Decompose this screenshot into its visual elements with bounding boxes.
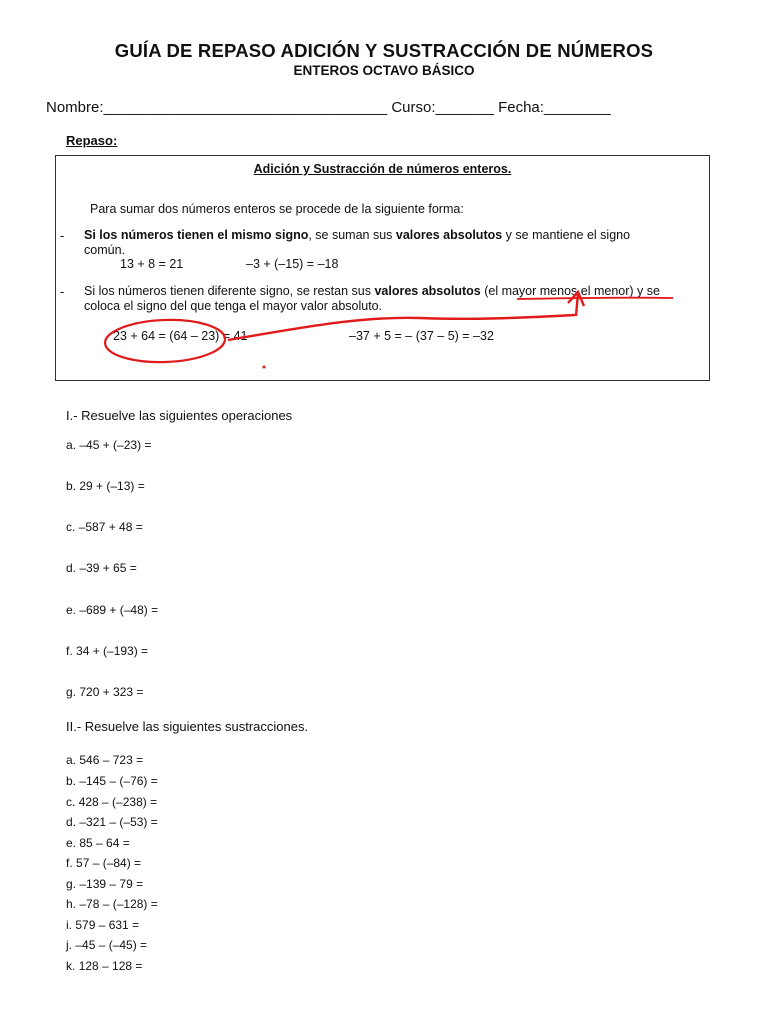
rule1-text1: , se suman sus xyxy=(308,228,396,242)
section2-item-j xyxy=(66,938,147,952)
section2-item-f xyxy=(66,856,141,870)
item-expr: 57 – (–84) = xyxy=(76,856,142,870)
rule2-example2: –37 + 5 = – (37 – 5) = –32 xyxy=(349,329,494,343)
item-expr: 34 + (–193) = xyxy=(76,644,149,658)
item-expr: 579 – 631 = xyxy=(75,918,140,932)
item-label: k. xyxy=(66,959,76,973)
section1-item-c xyxy=(66,520,143,534)
item-label: a. xyxy=(66,753,77,767)
item-expr: –145 – (–76) = xyxy=(79,774,158,788)
item-label: b. xyxy=(66,774,77,788)
item-label: h. xyxy=(66,897,77,911)
section2-item-i xyxy=(66,918,139,932)
item-label: g. xyxy=(66,685,77,699)
rule1-dash: - xyxy=(60,228,65,243)
item-expr: –587 + 48 = xyxy=(78,520,143,534)
rule2-text1: Si los números tienen diferente signo, se restan sus xyxy=(84,284,375,298)
item-expr: –321 – (–53) = xyxy=(79,815,158,829)
section1-item-g xyxy=(66,685,143,699)
section1-item-b xyxy=(66,479,145,493)
item-label: c. xyxy=(66,795,76,809)
item-expr: –45 – (–45) = xyxy=(75,938,148,952)
section1-item-e xyxy=(66,603,158,617)
rule2-dash: - xyxy=(60,284,65,299)
section1-title: I.- Resuelve las siguientes operaciones xyxy=(66,408,293,423)
rule1-bold2: valores absolutos xyxy=(395,228,503,242)
item-expr: 128 – 128 = xyxy=(78,959,143,973)
item-expr: 546 – 723 = xyxy=(79,753,144,767)
item-label: e. xyxy=(66,603,77,617)
page-title: GUÍA DE REPASO ADICIÓN Y SUSTRACCIÓN DE NÚMEROS xyxy=(114,40,654,61)
item-label: i. xyxy=(66,918,72,932)
item-expr: 29 + (–13) = xyxy=(79,479,145,493)
item-expr: 428 – (–238) = xyxy=(78,795,158,809)
section2-item-b xyxy=(66,774,158,788)
rule1-bold1: Si los números tienen el mismo signo xyxy=(84,228,309,242)
item-expr: –45 + (–23) = xyxy=(79,438,152,452)
review-intro: Para sumar dos números enteros se procede de la siguiente forma: xyxy=(90,202,464,216)
review-box xyxy=(55,155,710,381)
item-label: f. xyxy=(66,856,73,870)
section2-item-d xyxy=(66,815,158,829)
item-label: j. xyxy=(66,938,72,952)
section2-title: II.- Resuelve las siguientes sustracciones. xyxy=(66,719,309,734)
rule1-example2: –3 + (–15) = –18 xyxy=(246,257,339,271)
rule1-text2: y se mantiene el signo xyxy=(502,228,631,242)
repaso-label: Repaso: xyxy=(66,133,118,148)
review-box-title: Adición y Sustracción de números enteros. xyxy=(253,162,512,176)
item-expr: –39 + 65 = xyxy=(79,561,137,575)
rule1-line2: común. xyxy=(84,243,125,257)
rule2-line1 xyxy=(84,284,660,298)
rule2-line2: coloca el signo del que tenga el mayor valor absoluto. xyxy=(84,299,383,313)
item-label: f. xyxy=(66,644,73,658)
rule1-example1: 13 + 8 = 21 xyxy=(120,257,184,271)
rule2-bold1: valores absolutos xyxy=(374,284,481,298)
section2-item-e xyxy=(66,836,130,850)
item-expr: 720 + 323 = xyxy=(79,685,144,699)
item-expr: 85 – 64 = xyxy=(79,836,130,850)
page-subtitle: ENTEROS OCTAVO BÁSICO xyxy=(293,63,475,78)
section2-item-k xyxy=(66,959,142,973)
item-expr: –78 – (–128) = xyxy=(79,897,158,911)
item-label: c. xyxy=(66,520,76,534)
item-label: d. xyxy=(66,561,77,575)
item-label: e. xyxy=(66,836,77,850)
rule2-example1: 23 + 64 = (64 – 23) = 41 xyxy=(113,329,248,343)
item-label: b. xyxy=(66,479,77,493)
item-label: a. xyxy=(66,438,77,452)
student-form-line: Nombre:__________________________________ Curso:_______ Fecha:________ xyxy=(46,99,611,116)
item-label: g. xyxy=(66,877,77,891)
section1-item-a xyxy=(66,438,151,452)
section2-item-g xyxy=(66,877,143,891)
item-label: d. xyxy=(66,815,77,829)
section1-item-d xyxy=(66,561,137,575)
rule1-line1 xyxy=(84,228,630,242)
rule2-text2: (el mayor menos el menor) y se xyxy=(480,284,660,298)
item-expr: –689 + (–48) = xyxy=(79,603,159,617)
section1-item-f xyxy=(66,644,148,658)
section2-item-a xyxy=(66,753,143,767)
section2-item-h xyxy=(66,897,158,911)
item-expr: –139 – 79 = xyxy=(79,877,144,891)
section2-item-c xyxy=(66,795,157,809)
